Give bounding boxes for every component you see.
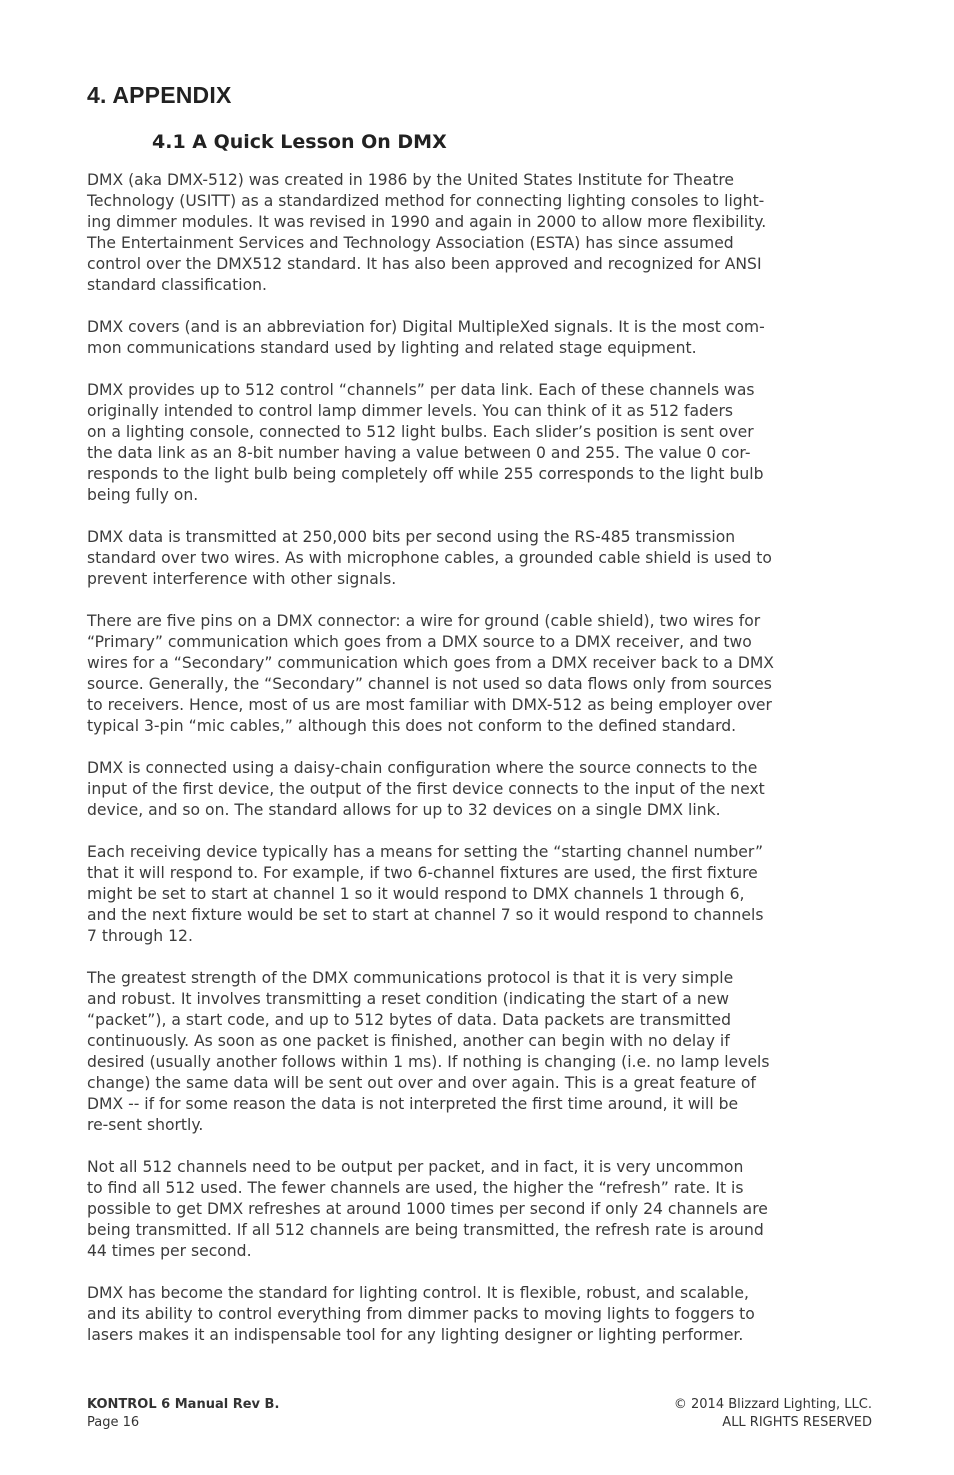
text-line: originally intended to control lamp dimmer levels. You can think of it as 512 faders (87, 402, 734, 420)
text-line: DMX has become the standard for lighting control. It is flexible, robust, and scalable, (87, 1284, 749, 1302)
subsection-heading: 4.1 A Quick Lesson On DMX (152, 131, 447, 153)
paragraph (87, 170, 877, 296)
text-line: Not all 512 channels need to be output per packet, and in fact, it is very uncommon (87, 1158, 744, 1176)
text-line: desired (usually another follows within 1 ms). If nothing is changing (i.e. no lamp levels (87, 1053, 770, 1071)
text-line: change) the same data will be sent out over and over again. This is a great feature of (87, 1074, 756, 1092)
text-line: Each receiving device typically has a means for setting the “starting channel number” (87, 843, 764, 861)
text-line: 7 through 12. (87, 927, 193, 945)
text-line: and robust. It involves transmitting a reset condition (indicating the start of a new (87, 990, 730, 1008)
text-line: DMX provides up to 512 control “channels” per data link. Each of these channels was (87, 381, 755, 399)
text-line: being fully on. (87, 486, 199, 504)
text-line: that it will respond to. For example, if two 6-channel fixtures are used, the first fixture (87, 864, 758, 882)
body-text (87, 170, 877, 1367)
text-line: The Entertainment Services and Technology Association (ESTA) has since assumed (87, 234, 734, 252)
text-line: to receivers. Hence, most of us are most familiar with DMX-512 as being employer over (87, 696, 772, 714)
text-line: re-sent shortly. (87, 1116, 204, 1134)
text-line: There are five pins on a DMX connector: a wire for ground (cable shield), two wires for (87, 612, 761, 630)
text-line: DMX data is transmitted at 250,000 bits per second using the RS-485 transmission (87, 528, 736, 546)
text-line: the data link as an 8-bit number having a value between 0 and 255. The value 0 cor- (87, 444, 751, 462)
text-line: DMX is connected using a daisy-chain configuration where the source connects to the (87, 759, 758, 777)
text-line: control over the DMX512 standard. It has also been approved and recognized for ANSI (87, 255, 762, 273)
text-line: 44 times per second. (87, 1242, 252, 1260)
manual-title: KONTROL 6 Manual Rev B. (87, 1397, 280, 1412)
text-line: lasers makes it an indispensable tool for any lighting designer or lighting performer. (87, 1326, 744, 1344)
text-line: and the next fixture would be set to start at channel 7 so it would respond to channels (87, 906, 764, 924)
page-number: Page 16 (87, 1415, 140, 1430)
text-line: wires for a “Secondary” communication which goes from a DMX receiver back to a DMX (87, 654, 774, 672)
rights-notice: ALL RIGHTS RESERVED (722, 1415, 872, 1430)
section-heading: 4. APPENDIX (87, 82, 232, 108)
text-line: to find all 512 used. The fewer channels are used, the higher the “refresh” rate. It is (87, 1179, 744, 1197)
text-line: continuously. As soon as one packet is finished, another can begin with no delay if (87, 1032, 730, 1050)
text-line: being transmitted. If all 512 channels are being transmitted, the refresh rate is around (87, 1221, 764, 1239)
paragraph (87, 317, 877, 359)
paragraph (87, 380, 877, 506)
text-line: DMX covers (and is an abbreviation for) Digital MultipleXed signals. It is the most com- (87, 318, 765, 336)
text-line: standard classification. (87, 276, 267, 294)
text-line: on a lighting console, connected to 512 light bulbs. Each slider’s position is sent over (87, 423, 754, 441)
text-line: DMX -- if for some reason the data is not interpreted the first time around, it will be (87, 1095, 739, 1113)
footer-left (87, 1396, 279, 1432)
paragraph (87, 611, 877, 737)
text-line: device, and so on. The standard allows for up to 32 devices on a single DMX link. (87, 801, 721, 819)
text-line: ing dimmer modules. It was revised in 1990 and again in 2000 to allow more flexibility. (87, 213, 767, 231)
text-line: and its ability to control everything from dimmer packs to moving lights to foggers to (87, 1305, 755, 1323)
text-line: source. Generally, the “Secondary” channel is not used so data flows only from sources (87, 675, 772, 693)
text-line: responds to the light bulb being completely off while 255 corresponds to the light bulb (87, 465, 764, 483)
text-line: DMX (aka DMX-512) was created in 1986 by the United States Institute for Theatre (87, 171, 734, 189)
text-line: mon communications standard used by lighting and related stage equipment. (87, 339, 697, 357)
paragraph (87, 527, 877, 590)
footer-right (674, 1396, 872, 1432)
text-line: possible to get DMX refreshes at around 1000 times per second if only 24 channels are (87, 1200, 768, 1218)
paragraph (87, 1157, 877, 1262)
text-line: standard over two wires. As with microphone cables, a grounded cable shield is used to (87, 549, 772, 567)
text-line: prevent interference with other signals. (87, 570, 397, 588)
copyright-notice: © 2014 Blizzard Lighting, LLC. (673, 1397, 872, 1412)
text-line: might be set to start at channel 1 so it would respond to DMX channels 1 through 6, (87, 885, 745, 903)
paragraph (87, 1283, 877, 1346)
paragraph (87, 968, 877, 1136)
text-line: “packet”), a start code, and up to 512 bytes of data. Data packets are transmitted (87, 1011, 731, 1029)
paragraph (87, 842, 877, 947)
paragraph (87, 758, 877, 821)
text-line: “Primary” communication which goes from a DMX source to a DMX receiver, and two (87, 633, 752, 651)
text-line: input of the first device, the output of the first device connects to the input of the next (87, 780, 765, 798)
text-line: Technology (USITT) as a standardized method for connecting lighting consoles to light- (87, 192, 765, 210)
text-line: The greatest strength of the DMX communications protocol is that it is very simple (87, 969, 734, 987)
text-line: typical 3-pin “mic cables,” although this does not conform to the defined standard. (87, 717, 737, 735)
